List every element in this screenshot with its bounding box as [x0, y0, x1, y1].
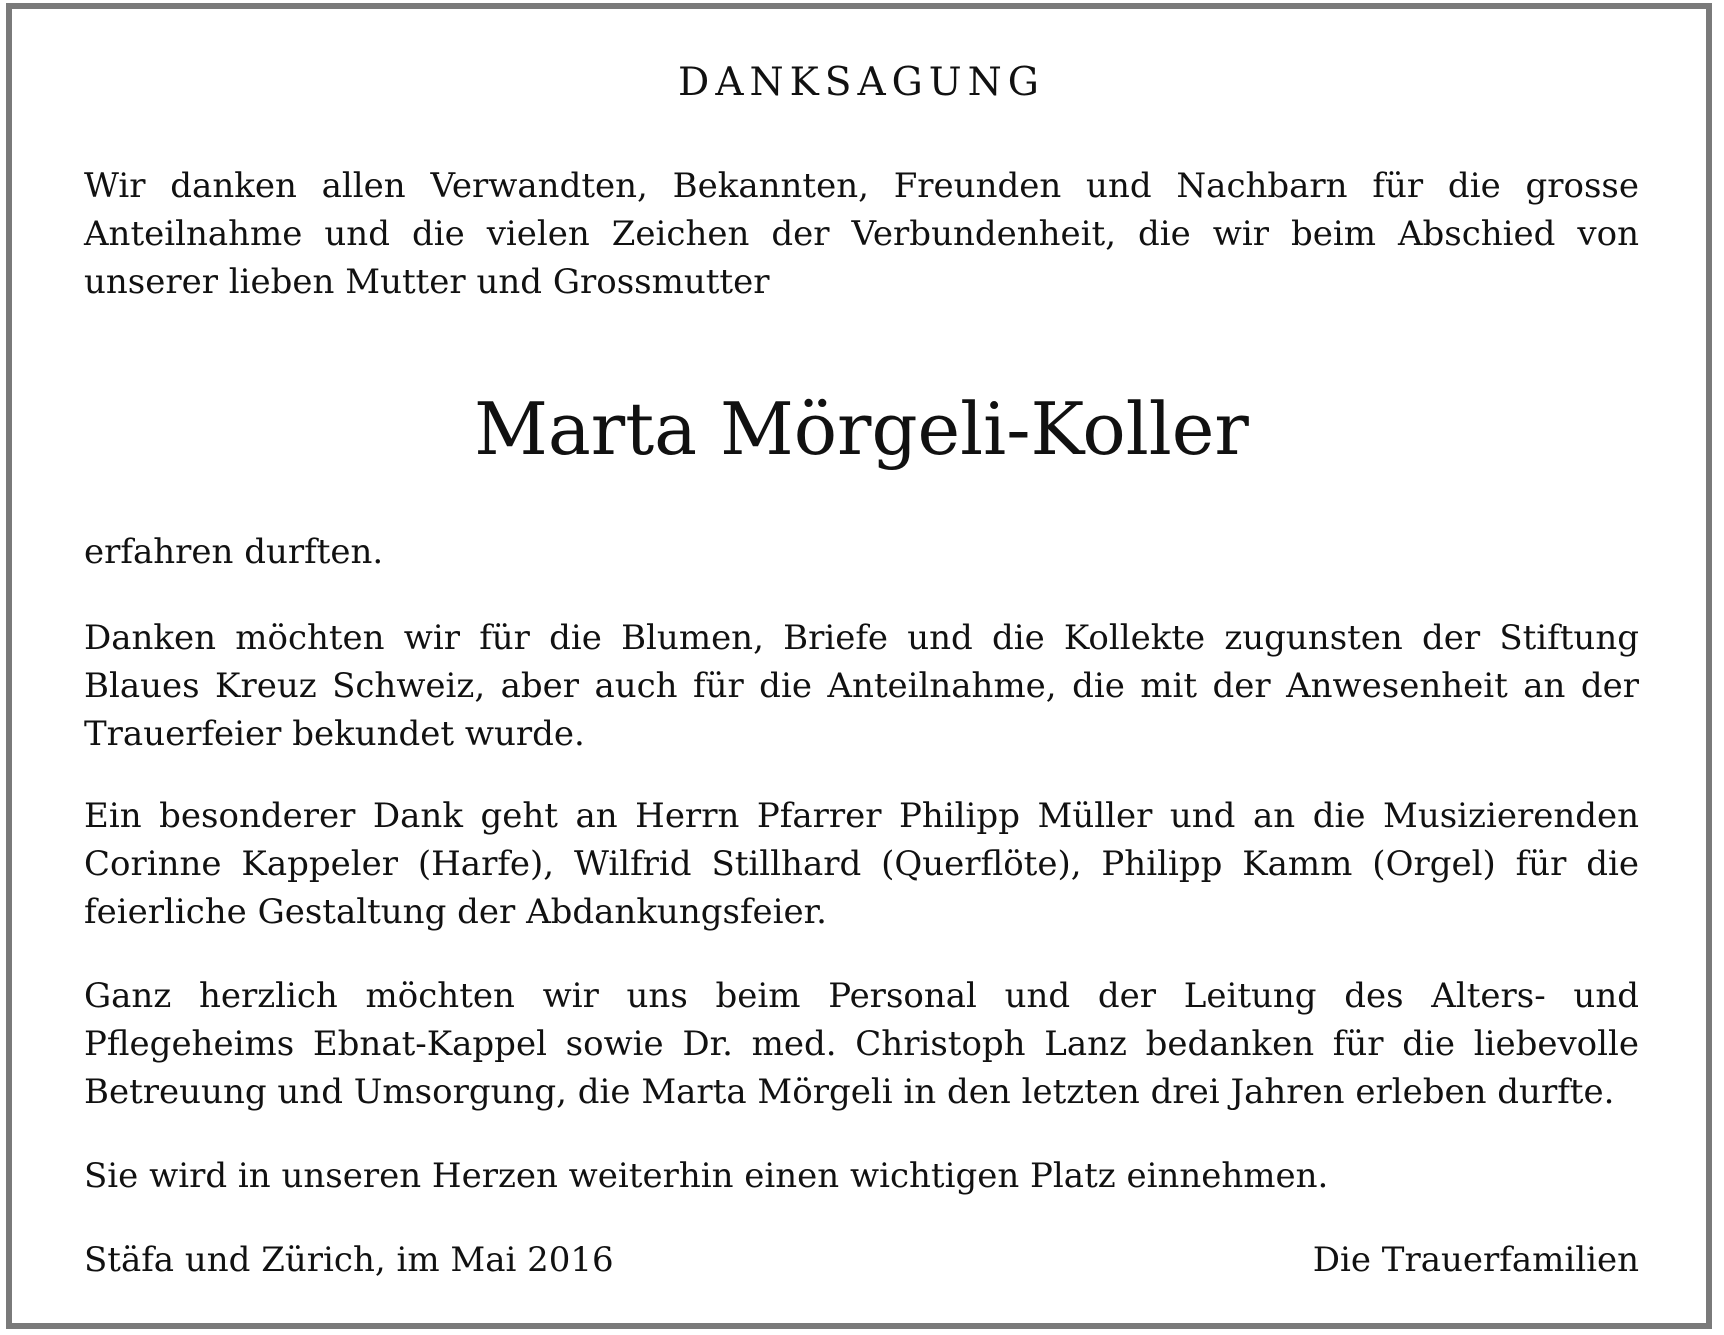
notice-footer [84, 1236, 1639, 1284]
notice-heading: DANKSAGUNG [678, 60, 1045, 105]
intro-paragraph: Wir danken allen Verwandten, Bekannten, Freunden und Nachbarn für die grosse Anteilnahme und die vielen Zeichen der Verbundenheit, die wir beim Abschied von unserer lieben Mutter und Grossmutter [84, 166, 1639, 302]
care-paragraph: Ganz herzlich möchten wir uns beim Personal und der Leitung des Alters- und Pflegeheims Ebnat-Kappel sowie Dr. med. Christoph Lanz bedanken für die liebevolle Betreuung und Umsorgung, die Marta Mörgeli in den letzten drei Jahren erleben durfte. [84, 976, 1639, 1112]
music-paragraph: Ein besonderer Dank geht an Herrn Pfarrer Philipp Müller und an die Musizierenden Corinne Kappeler (Harfe), Wilfrid Stillhard (Querflöte), Philipp Kamm (Orgel) für die feierliche Gestaltung der Abdankungsfeier. [84, 796, 1639, 932]
heart-paragraph: Sie wird in unseren Herzen weiterhin einen wichtigen Platz einnehmen. [84, 1156, 1329, 1196]
signature: Die Trauerfamilien [1312, 1240, 1639, 1280]
place-date: Stäfa und Zürich, im Mai 2016 [84, 1240, 614, 1280]
after-name-line: erfahren durften. [84, 532, 384, 572]
deceased-name: Marta Mörgeli-Koller [474, 387, 1249, 471]
flowers-paragraph: Danken möchten wir für die Blumen, Briefe und die Kollekte zugunsten der Stiftung Blaues Kreuz Schweiz, aber auch für die Anteilnahme, die mit der Anwesenheit an der Trauerfeier bekundet wurde. [84, 618, 1639, 754]
